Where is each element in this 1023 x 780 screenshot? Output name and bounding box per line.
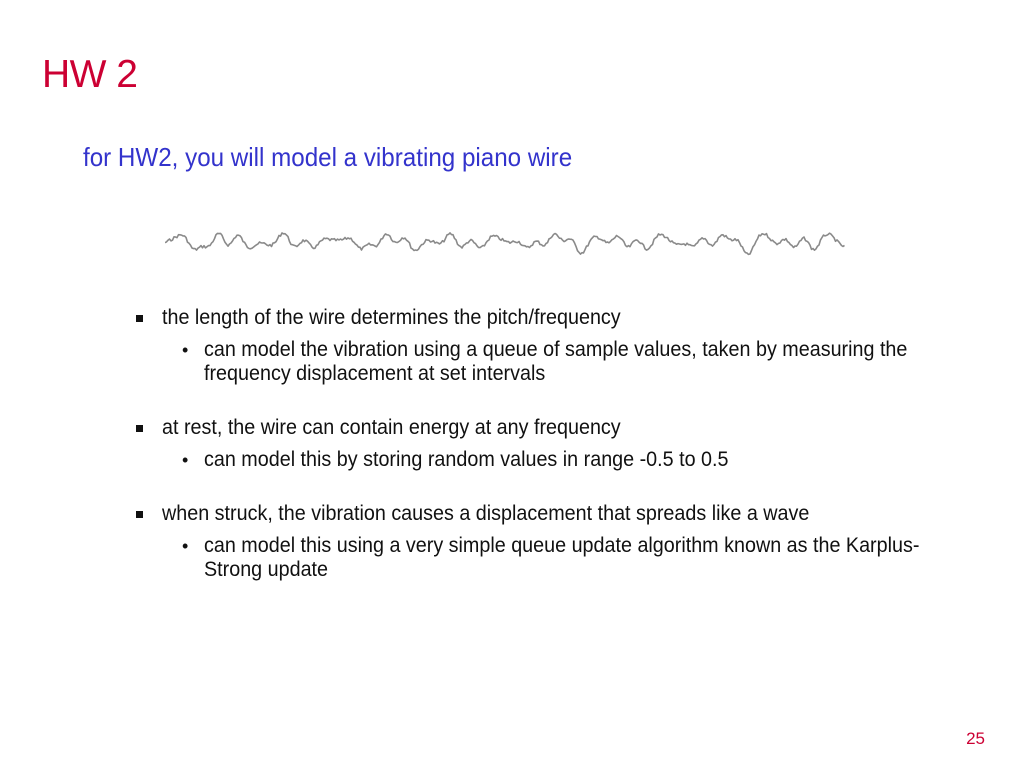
bullet-item-3 (132, 502, 982, 582)
bullet-text: when struck, the vibration causes a displacement that spreads like a wave (162, 502, 810, 525)
bullet-text: the length of the wire determines the pitch/frequency (162, 306, 621, 329)
sub-bullet-text: can model the vibration using a queue of sample values, taken by measuring the frequency displacement at set intervals (204, 338, 908, 385)
sub-bullet-item (162, 534, 982, 582)
square-bullet-icon (136, 511, 143, 518)
sub-bullet-text: can model this using a very simple queue update algorithm known as the Karplus-Strong update (204, 534, 920, 581)
square-bullet-icon (136, 315, 143, 322)
sub-bullet-item (162, 338, 982, 386)
waveform-image (165, 212, 845, 272)
dot-bullet-icon: • (182, 450, 189, 470)
sub-bullet-item (162, 448, 982, 472)
bullet-text: at rest, the wire can contain energy at any frequency (162, 416, 621, 439)
slide-subtitle: for HW2, you will model a vibrating piano wire (83, 142, 573, 172)
bullet-item-2 (132, 416, 982, 472)
dot-bullet-icon: • (182, 340, 189, 360)
slide-title: HW 2 (42, 53, 138, 96)
bullet-list (132, 306, 982, 612)
waveform-line (165, 233, 845, 255)
square-bullet-icon (136, 425, 143, 432)
sub-bullet-text: can model this by storing random values in range -0.5 to 0.5 (204, 448, 729, 471)
page-number: 25 (966, 729, 985, 748)
dot-bullet-icon: • (182, 536, 189, 556)
bullet-item-1 (132, 306, 982, 386)
